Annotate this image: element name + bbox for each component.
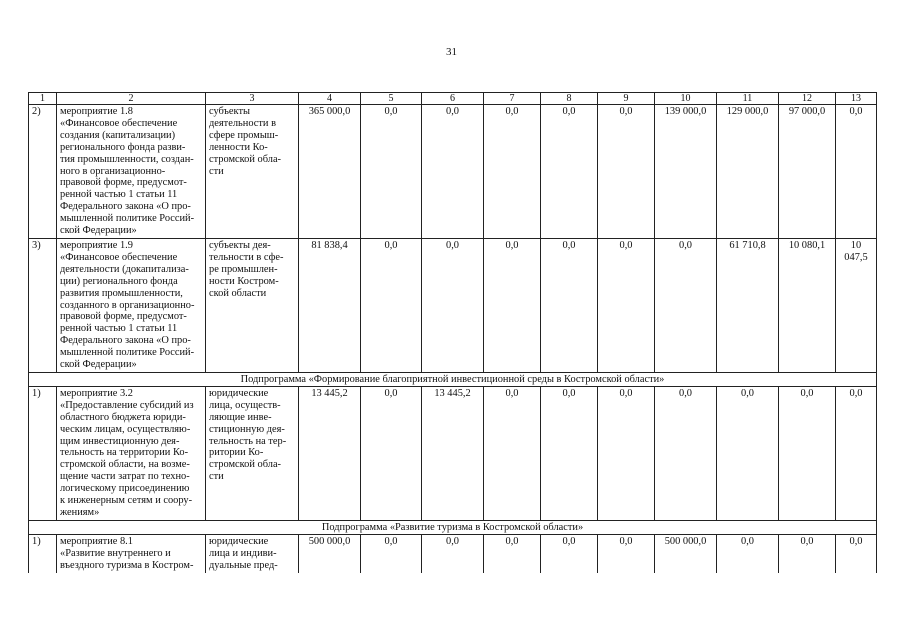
amount-cell: 0,0: [541, 534, 598, 572]
recipient-line: стромской обла-: [209, 459, 282, 471]
measure-line: «Финансовое обеспечение: [60, 251, 178, 263]
amount-cell: 0,0: [598, 238, 655, 372]
measure-description: [57, 105, 206, 239]
column-header: 10: [655, 93, 717, 105]
recipient-line: ленности Ко-: [209, 141, 268, 153]
column-header-row: [29, 93, 877, 105]
row-number: 3): [29, 238, 57, 372]
measure-line: жениям»: [60, 507, 100, 518]
budget-table: [28, 92, 877, 573]
measure-line: въездного туризма в Костром-: [60, 559, 194, 571]
measure-line: Федерального закона «О про-: [60, 335, 191, 347]
measure-line: тельность на территории Ко-: [60, 447, 189, 459]
measure-description: [57, 534, 206, 572]
measure-line: мышленной политике Россий-: [60, 213, 195, 225]
measure-line: щим инвестиционную дея-: [60, 435, 180, 447]
amount-cell: 13 445,2: [299, 386, 361, 520]
recipient-line: ритории Ко-: [209, 447, 264, 459]
recipient-line: стромской обла-: [209, 153, 282, 165]
measure-line: «Предоставление субсидий из: [60, 399, 194, 411]
amount-cell: 0,0: [361, 386, 422, 520]
subprogram-title: Подпрограмма «Развитие туризма в Костромской области»: [29, 520, 877, 534]
measure-line: созданного в организационно-: [60, 299, 195, 311]
row-number: 1): [29, 386, 57, 520]
amount-cell: 0,0: [541, 105, 598, 239]
column-header: 5: [361, 93, 422, 105]
measure-line: «Развитие внутреннего и: [60, 547, 171, 559]
recipient-line: тельность на тер-: [209, 435, 287, 447]
subprogram-row: [29, 372, 877, 386]
measure-line: тия промышленности, создан-: [60, 153, 194, 165]
column-header: 9: [598, 93, 655, 105]
measure-line: ренной частью 1 статьи 11: [60, 189, 178, 201]
amount-cell: 0,0: [836, 386, 877, 520]
recipient-line: ности Костром-: [209, 275, 279, 287]
table-row: [29, 105, 877, 239]
column-header: 8: [541, 93, 598, 105]
amount-cell: 61 710,8: [717, 238, 779, 372]
amount-cell: 0,0: [541, 386, 598, 520]
amount-cell: 0,0: [655, 386, 717, 520]
page-bottom-margin: [0, 577, 903, 640]
recipient-line: лица и индиви-: [209, 547, 277, 559]
measure-line: деятельности (докапитализа-: [60, 263, 189, 275]
subprogram-title: Подпрограмма «Формирование благоприятной инвестиционной среды в Костромской области»: [29, 372, 877, 386]
column-header: 13: [836, 93, 877, 105]
measure-line: мышленной политике Россий-: [60, 347, 195, 359]
recipient-line: стиционную дея-: [209, 423, 285, 435]
column-header: 3: [206, 93, 299, 105]
measure-line: Федерального закона «О про-: [60, 201, 191, 213]
table-row: [29, 238, 877, 372]
measure-line: правовой форме, предусмот-: [60, 311, 187, 323]
recipient-line: субъекты: [209, 106, 250, 117]
amount-cell: 129 000,0: [717, 105, 779, 239]
recipient-line: сти: [209, 471, 224, 483]
column-header: 11: [717, 93, 779, 105]
amount-cell: 0,0: [361, 105, 422, 239]
amount-cell: 0,0: [598, 105, 655, 239]
recipient-line: сфере промыш-: [209, 129, 279, 141]
measure-line: «Финансовое обеспечение: [60, 117, 178, 129]
measure-line: регионального фонда разви-: [60, 141, 186, 153]
recipient-line: ской области: [209, 287, 267, 299]
recipient-description: [206, 238, 299, 372]
amount-cell: 0,0: [598, 386, 655, 520]
subprogram-row: [29, 520, 877, 534]
column-header: 1: [29, 93, 57, 105]
amount-cell: 500 000,0: [655, 534, 717, 572]
amount-cell: 0,0: [541, 238, 598, 372]
column-header: 12: [779, 93, 836, 105]
measure-line: стромской области, на возме-: [60, 459, 190, 471]
recipient-line: сти: [209, 165, 224, 177]
amount-cell: 0,0: [655, 238, 717, 372]
amount-cell: 0,0: [598, 534, 655, 572]
amount-cell: 10 047,5: [836, 238, 877, 372]
table-row: [29, 534, 877, 572]
measure-line: мероприятие 3.2: [60, 387, 133, 399]
recipient-description: [206, 105, 299, 239]
column-header: 2: [57, 93, 206, 105]
recipient-line: тельности в сфе-: [209, 251, 284, 263]
amount-cell: 0,0: [484, 386, 541, 520]
measure-line: ции) регионального фонда: [60, 275, 178, 287]
amount-cell: 139 000,0: [655, 105, 717, 239]
amount-cell: 0,0: [422, 105, 484, 239]
recipient-description: [206, 534, 299, 572]
recipient-line: дуальные пред-: [209, 559, 278, 571]
measure-line: ской Федерации»: [60, 225, 137, 237]
measure-line: развития промышленности,: [60, 287, 183, 299]
column-header: 4: [299, 93, 361, 105]
measure-line: правовой форме, предусмот-: [60, 177, 187, 189]
amount-cell: 10 080,1: [779, 238, 836, 372]
measure-line: логическому присоединению: [60, 483, 190, 495]
row-number: 2): [29, 105, 57, 239]
amount-cell: 0,0: [779, 386, 836, 520]
measure-line: мероприятие 1.9: [60, 239, 133, 251]
measure-line: ческим лицам, осуществляю-: [60, 423, 191, 435]
amount-cell: 81 838,4: [299, 238, 361, 372]
amount-cell: 97 000,0: [779, 105, 836, 239]
amount-cell: 500 000,0: [299, 534, 361, 572]
amount-cell: 0,0: [717, 386, 779, 520]
measure-line: мероприятие 1.8: [60, 106, 133, 117]
measure-line: ской Федерации»: [60, 359, 137, 371]
amount-cell: 0,0: [779, 534, 836, 572]
recipient-line: деятельности в: [209, 117, 276, 129]
measure-description: [57, 386, 206, 520]
column-header: 7: [484, 93, 541, 105]
amount-cell: 0,0: [484, 534, 541, 572]
recipient-line: лица, осуществ-: [209, 399, 281, 411]
recipient-line: юридические: [209, 535, 269, 547]
measure-line: ренной частью 1 статьи 11: [60, 323, 178, 335]
amount-cell: 0,0: [484, 105, 541, 239]
column-header: 6: [422, 93, 484, 105]
measure-line: мероприятие 8.1: [60, 535, 133, 547]
measure-line: областного бюджета юриди-: [60, 411, 186, 423]
recipient-line: ре промышлен-: [209, 263, 278, 275]
amount-cell: 0,0: [836, 105, 877, 239]
amount-cell: 13 445,2: [422, 386, 484, 520]
measure-line: щение части затрат по техно-: [60, 471, 190, 483]
amount-cell: 365 000,0: [299, 105, 361, 239]
amount-cell: 0,0: [361, 534, 422, 572]
recipient-line: ляющие инве-: [209, 411, 272, 423]
measure-line: к инженерным сетям и соору-: [60, 495, 193, 507]
recipient-line: юридические: [209, 387, 269, 399]
amount-cell: 0,0: [484, 238, 541, 372]
recipient-description: [206, 386, 299, 520]
row-number: 1): [29, 534, 57, 572]
amount-cell: 0,0: [717, 534, 779, 572]
measure-line: создания (капитализации): [60, 129, 176, 141]
amount-cell: 0,0: [361, 238, 422, 372]
table-row: [29, 386, 877, 520]
page-number: 31: [446, 46, 457, 58]
amount-cell: 0,0: [836, 534, 877, 572]
measure-line: ного в организационно-: [60, 165, 166, 177]
measure-description: [57, 238, 206, 372]
recipient-line: субъекты дея-: [209, 239, 271, 251]
amount-cell: 0,0: [422, 534, 484, 572]
amount-cell: 0,0: [422, 238, 484, 372]
